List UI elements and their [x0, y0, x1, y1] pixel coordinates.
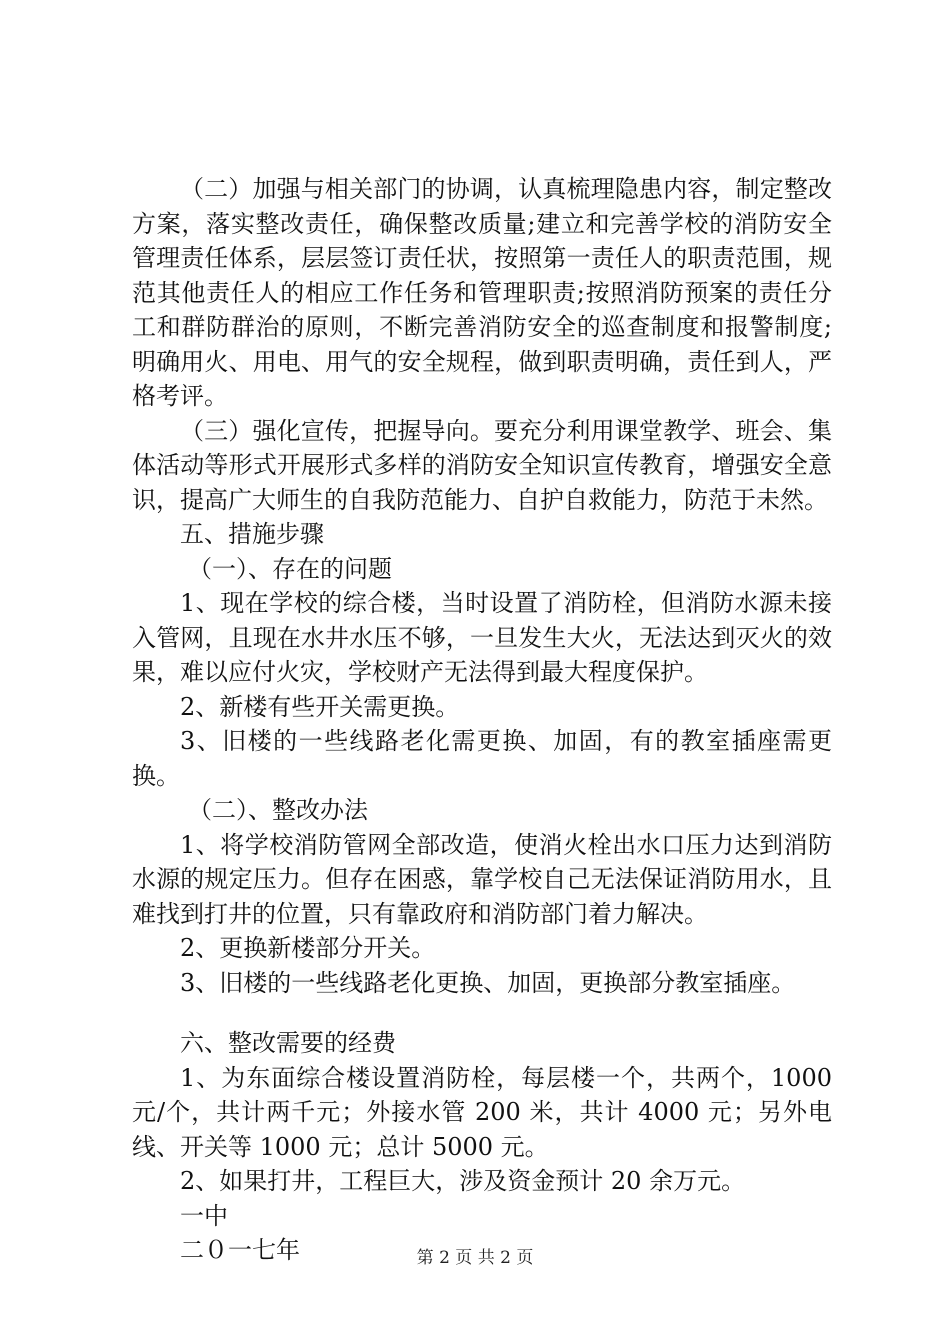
paragraph-funding-1: 1、为东面综合楼设置消防栓，每层楼一个，共两个，1000元/个，共计两千元；外接水管 200 米，共计 4000 元；另外电线、开关等 1000 元；总计 5000 元。 [132, 1063, 832, 1161]
subheading-rectification: （二）、整改办法 [188, 796, 368, 824]
paragraph-funding-2: 2、如果打井，工程巨大，涉及资金预计 20 余万元。 [180, 1167, 746, 1195]
heading-funding: 六、整改需要的经费 [180, 1029, 396, 1057]
page-footer: 第 2 页 共 2 页 [416, 1248, 534, 1268]
paragraph-publicity: （三）强化宣传，把握导向。要充分利用课堂教学、班会、集体活动等形式开展形式多样的消防安全知识宣传教育，增强安全意识，提高广大师生的自我防范能力、自护自救能力，防范于未然。 [132, 416, 832, 514]
paragraph-problem-1: 1、现在学校的综合楼，当时设置了消防栓，但消防水源未接入管网，且现在水井水压不够，一旦发生大火，无法达到灭火的效果，难以应付火灾，学校财产无法得到最大程度保护。 [132, 589, 832, 686]
paragraph-coordination: （二）加强与相关部门的协调，认真梳理隐患内容，制定整改方案，落实整改责任，确保整改质量;建立和完善学校的消防安全管理责任体系，层层签订责任状，按照第一责任人的职责范围，规范其他责任人的相应工作任务和管理职责;按照消防预案的责任分工和群防群治的原则，不断完善消防安全的巡查制度和报警制度;明确用火、用电、用气的安全规程，做到职责明确，责任到人，严格考评。 [132, 175, 832, 410]
signature-year: 二０一七年 [180, 1236, 300, 1264]
paragraph-rectification-2: 2、更换新楼部分开关。 [180, 934, 436, 962]
paragraph-problem-3: 3、旧楼的一些线路老化需更换、加固，有的教室插座需更换。 [132, 727, 832, 790]
heading-measures: 五、措施步骤 [180, 520, 324, 548]
paragraph-rectification-1: 1、将学校消防管网全部改造，使消火栓出水口压力达到消防水源的规定压力。但存在困惑，靠学校自己无法保证消防用水，且难找到打井的位置，只有靠政府和消防部门着力解决。 [132, 830, 832, 928]
document-body [132, 172, 832, 1268]
subheading-problems: （一）、存在的问题 [188, 554, 392, 583]
signature-school: 一中 [180, 1201, 228, 1230]
paragraph-rectification-3: 3、旧楼的一些线路老化更换、加固，更换部分教室插座。 [180, 968, 796, 997]
paragraph-problem-2: 2、新楼有些开关需更换。 [180, 692, 460, 721]
paragraph-spacer [132, 1000, 832, 1026]
